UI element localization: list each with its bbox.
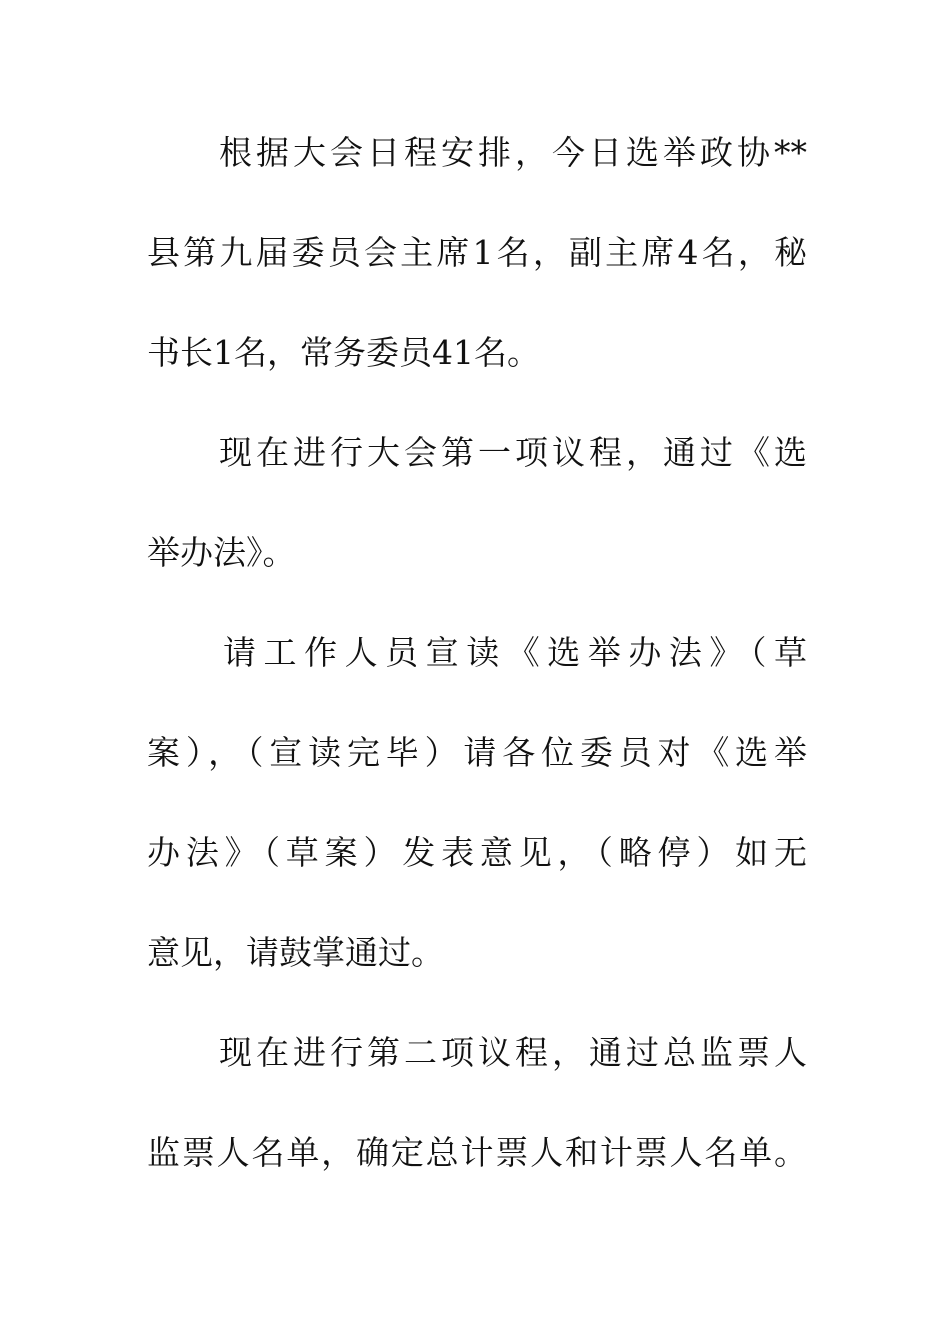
paragraph-3-line-2: 案），（宣读完毕）请各位委员对《选举 xyxy=(147,733,807,772)
paragraph-4-line-2: 监票人名单，确定总计票人和计票人名单。 xyxy=(147,1133,807,1172)
paragraph-3-line-3: 办法》（草案）发表意见，（略停）如无 xyxy=(147,833,807,872)
paragraph-2-line-1: 现在进行大会第一项议程，通过《选 xyxy=(219,433,807,472)
paragraph-1-line-3: 书长1名，常务委员41名。 xyxy=(147,333,540,372)
paragraph-2-line-2: 举办法》。 xyxy=(147,533,296,572)
paragraph-1-line-1: 根据大会日程安排，今日选举政协** xyxy=(219,133,807,172)
paragraph-3-line-1: 请工作人员宣读《选举办法》（草 xyxy=(223,633,807,672)
paragraph-3-line-4: 意见，请鼓掌通过。 xyxy=(147,933,444,972)
paragraph-4-line-1: 现在进行第二项议程，通过总监票人 xyxy=(219,1033,807,1072)
paragraph-1-line-2: 县第九届委员会主席1名，副主席4名，秘 xyxy=(147,233,807,272)
